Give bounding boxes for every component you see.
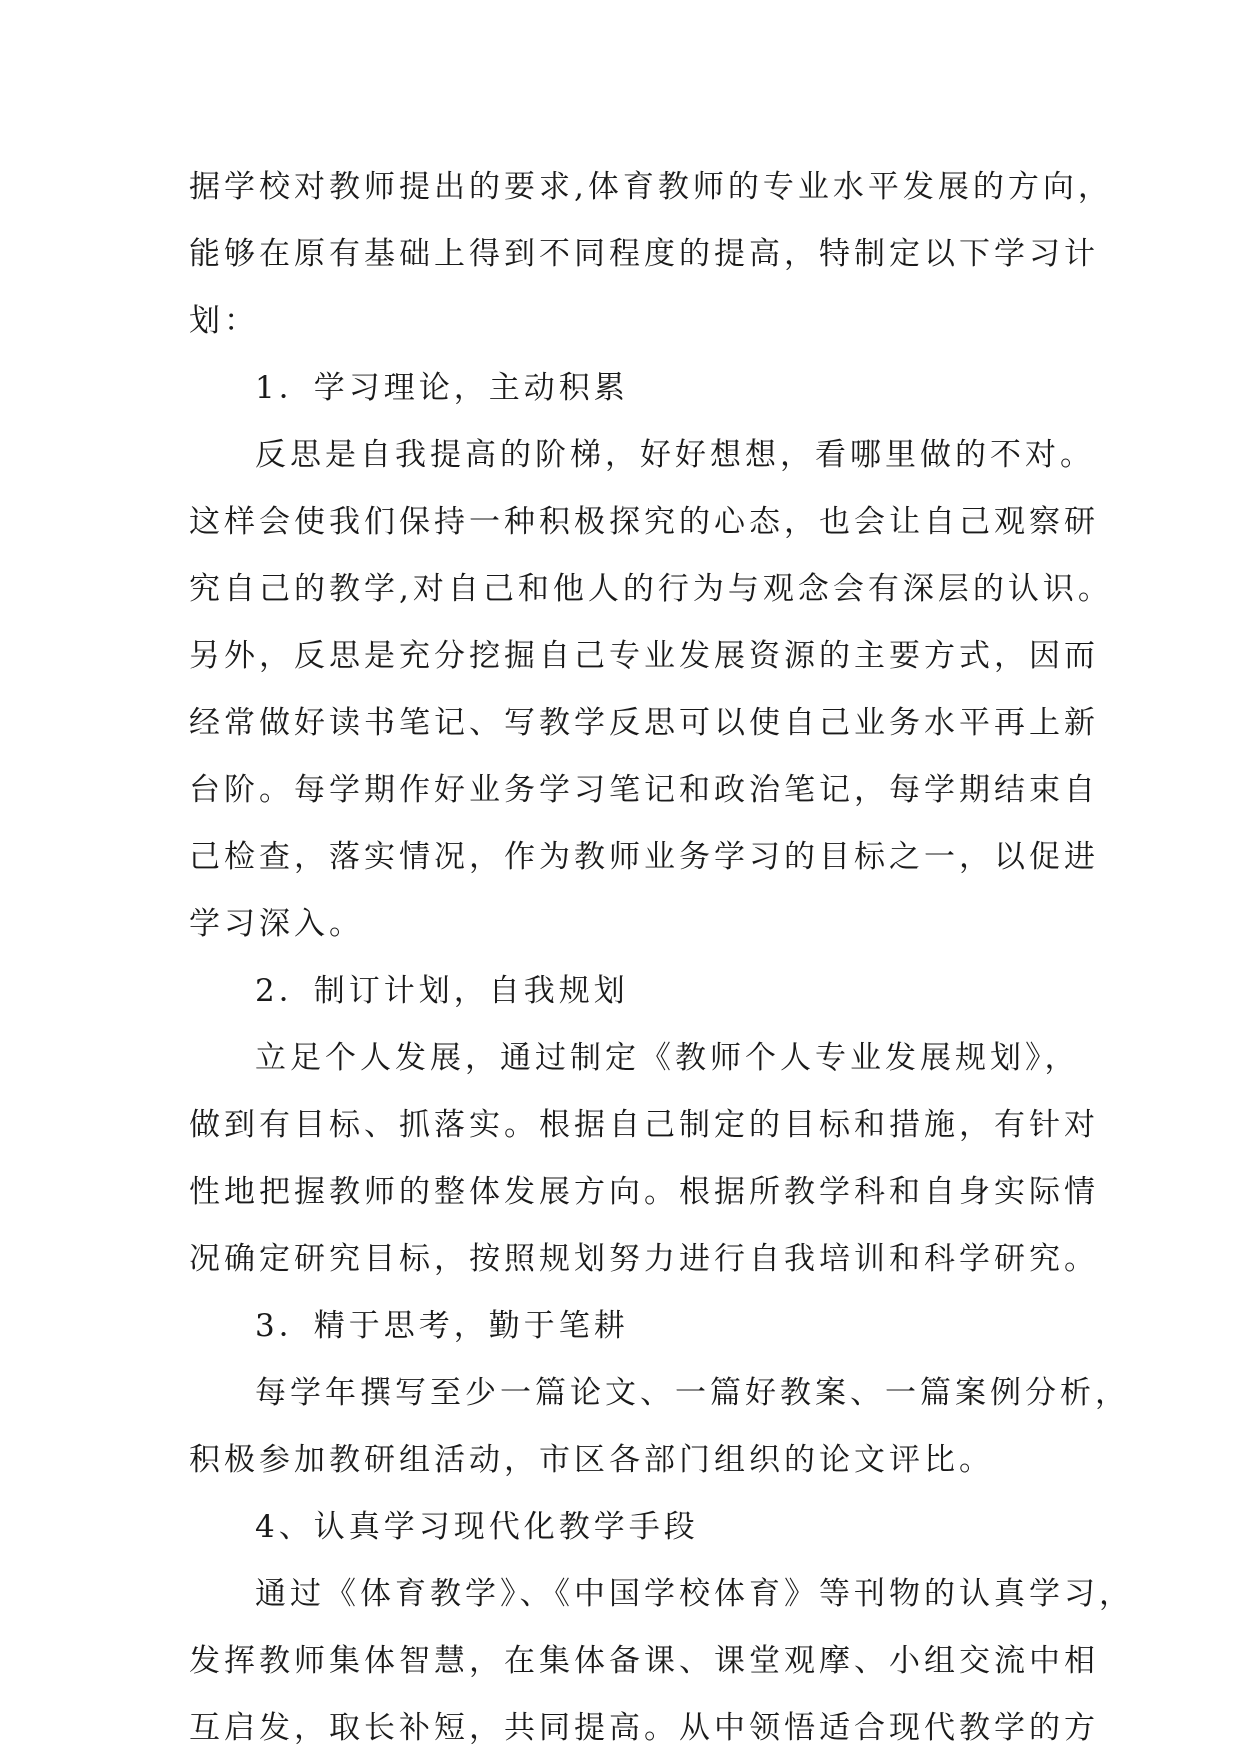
text-line: 划： xyxy=(189,303,259,339)
section-heading: 3．精于思考，勤于笔耕 xyxy=(255,1308,629,1344)
document-body xyxy=(189,154,1134,1762)
text-line: 究自己的教学,对自己和他人的行为与观念会有深层的认识。 xyxy=(189,571,1113,607)
section-heading: 4、认真学习现代化教学手段 xyxy=(255,1509,699,1545)
text-line: 性地把握教师的整体发展方向。根据所教学科和自身实际情 xyxy=(189,1174,1099,1210)
text-line: 经常做好读书笔记、写教学反思可以使自己业务水平再上新 xyxy=(189,705,1099,741)
text-line: 这样会使我们保持一种积极探究的心态，也会让自己观察研 xyxy=(189,504,1099,540)
text-line: 台阶。每学期作好业务学习笔记和政治笔记，每学期结束自 xyxy=(189,772,1099,808)
text-line: 能够在原有基础上得到不同程度的提高，特制定以下学习计 xyxy=(189,236,1099,272)
text-line: 做到有目标、抓落实。根据自己制定的目标和措施，有针对 xyxy=(189,1107,1099,1143)
text-line: 每学年撰写至少一篇论文、一篇好教案、一篇案例分析， xyxy=(255,1375,1130,1411)
text-line: 互启发，取长补短，共同提高。从中领悟适合现代教学的方 xyxy=(189,1710,1099,1746)
text-line: 学习深入。 xyxy=(189,906,364,942)
section-heading: 2．制订计划，自我规划 xyxy=(255,973,629,1009)
text-line: 通过《体育教学》、《中国学校体育》等刊物的认真学习， xyxy=(255,1576,1134,1612)
text-line: 积极参加教研组活动，市区各部门组织的论文评比。 xyxy=(189,1442,994,1478)
text-line: 己检查，落实情况，作为教师业务学习的目标之一，以促进 xyxy=(189,839,1099,875)
text-line: 发挥教师集体智慧，在集体备课、课堂观摩、小组交流中相 xyxy=(189,1643,1099,1679)
section-heading: 1．学习理论，主动积累 xyxy=(255,370,629,406)
text-line: 据学校对教师提出的要求,体育教师的专业水平发展的方向， xyxy=(189,169,1113,205)
text-line: 况确定研究目标，按照规划努力进行自我培训和科学研究。 xyxy=(189,1241,1099,1277)
text-line: 另外，反思是充分挖掘自己专业发展资源的主要方式，因而 xyxy=(189,638,1099,674)
text-line: 反思是自我提高的阶梯，好好想想，看哪里做的不对。 xyxy=(255,437,1095,473)
text-line: 立足个人发展，通过制定《教师个人专业发展规划》， xyxy=(255,1040,1080,1076)
